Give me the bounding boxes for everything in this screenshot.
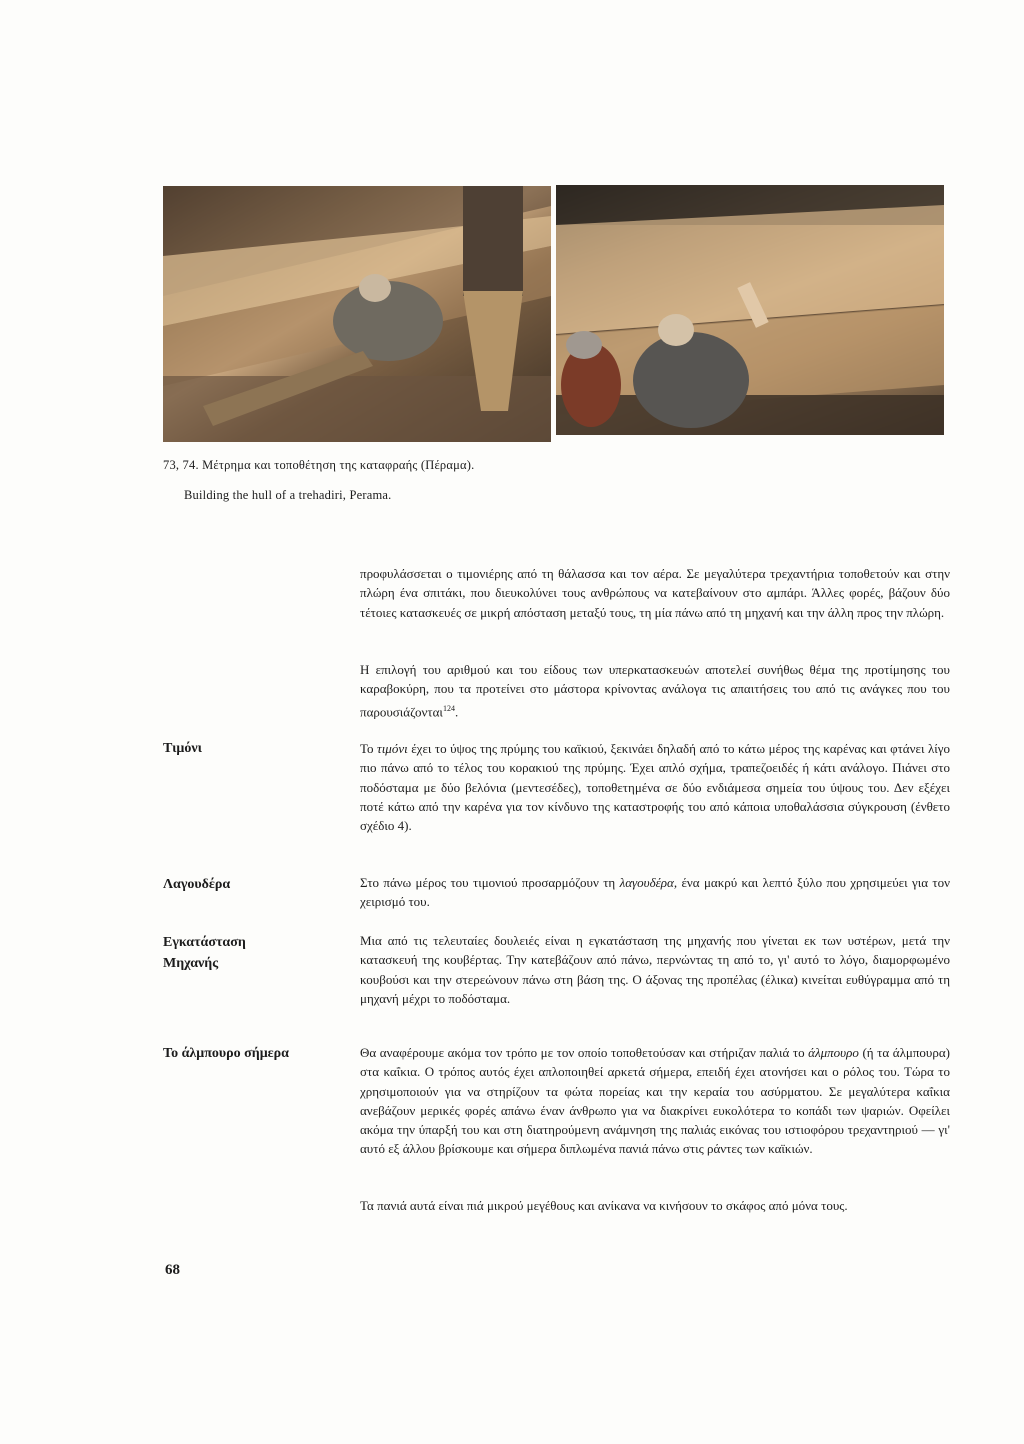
heading-timoni: Τιμόνι bbox=[163, 741, 202, 756]
paragraph-owner-choice bbox=[360, 660, 950, 721]
page-number: 68 bbox=[165, 1262, 180, 1278]
photo-left-illustration bbox=[163, 186, 551, 442]
lagoudera-rest: ένα μακρύ και λεπτό ξύλο που χρησιμεύει για τον χειρισμό του. bbox=[360, 875, 950, 910]
paragraph-superstructures: προφυλάσσεται ο τιμονιέρης από τη θάλασσα και τον αέρα. Σε μεγαλύτερα τρεχαντήρια τοποθετούν και στην πλώρη ένα σπιτάκι, που διευκολύνει τους ανθρώπους να κατεβαίνουν στο αμπάρι. Άλλες φορές, βάζουν δύο τέτοιες κατασκευές σε μικρή απόσταση μεταξύ τους, τη μία πάνω από τη μηχανή και την άλλη προς την πλώρη. bbox=[360, 566, 950, 620]
albouro-term: άλμπουρο bbox=[808, 1045, 859, 1060]
figure-caption-greek: 73, 74. Μέτρημα και τοποθέτηση της καταφραής (Πέραμα). bbox=[163, 458, 475, 472]
paragraph-lagoudera bbox=[360, 873, 950, 912]
timoni-term: τιμόνι bbox=[377, 741, 408, 756]
albouro-rest: (ή τα άλμπουρα) στα καΐκια. Ο τρόπος αυτός έχει απλοποιηθεί αρκετά σήμερα, επειδή έχει ατονήσει και ο ρόλος του. Τώρα το χρησιμοποιούν για να στηρίζουν τα φώτα πορείας και την κεραία του ασύρματου. Σε μεγαλύτερα καΐκια ανεβάζουν μερικές φορές απάνω έναν άνθρωπο για να διακρίνει ευκολότερα το κοπάδι των ψαριών. Οφείλει ακόμα την ύπαρξή του και στη διατηρούμενη ανάμνηση της παλιάς εικόνας του ιστιοφόρου τρεχαντηριού — γι' αυτό εξ άλλου βρίσκουμε και σήμερα διπλωμένα πανιά πάνω στις ράντες των καϊκιών. bbox=[360, 1045, 950, 1157]
footnote-ref: 124 bbox=[442, 703, 455, 713]
lagoudera-term: λαγουδέρα, bbox=[619, 875, 678, 890]
heading-albouro-today: Το άλμπουρο σήμερα bbox=[163, 1046, 289, 1061]
paragraph-sails: Τα πανιά αυτά είναι πιά μικρού μεγέθους και ανίκανα να κινήσουν το σκάφος από μόνα τους. bbox=[360, 1198, 848, 1213]
lagoudera-pre: Στο πάνω μέρος του τιμονιού προσαρμόζουν τη bbox=[360, 875, 620, 890]
paragraph-owner-choice-end: . bbox=[454, 703, 459, 719]
heading-engine-line2: Μηχανής bbox=[163, 956, 219, 971]
paragraph-engine: Μια από τις τελευταίες δουλειές είναι η εγκατάσταση της μηχανής που γίνεται εκ των υστέρων, μετά την κατασκευή της κουβέρτας. Την κατεβάζουν από πάνω, περνώντας τη από το, γι' αυτό το λόγο, διαμορφωμένο κουβούσι και την στερεώνουν πάνω στη βάση της. Ο άξονας της προπέλας (έλικα) κινείται ευθύγραμμα από τη μηχανή μέχρι το ποδόσταμα. bbox=[360, 933, 950, 1006]
heading-engine-line1: Εγκατάσταση bbox=[163, 935, 246, 950]
heading-engine-installation bbox=[163, 932, 333, 974]
figure-caption-english: Building the hull of a trehadiri, Perama. bbox=[184, 488, 392, 502]
photo-hull-measuring bbox=[163, 186, 551, 442]
albouro-pre: Θα αναφέρουμε ακόμα τον τρόπο με τον οποίο τοποθετούσαν και στήριζαν παλιά το bbox=[360, 1045, 809, 1060]
photo-right-illustration bbox=[556, 185, 944, 435]
timoni-rest: έχει το ύψος της πρύμης του καϊκιού, ξεκινάει δηλαδή από το κάτω μέρος της καρένας και φτάνει λίγο πιο πάνω από το τέλος του κορακιού της πρύμης. Έχει απλό σχήμα, τραπεζοειδές ή κάτι ανάλογο. Πιάνει στο ποδόσταμα με δύο βελόνια (μεντεσέδες), τοποθετημένα σε δύο ενδιάμεσα σημεία του ύψους του. Δεν εξέχει ποτέ κάτω από την καρένα για τον κίνδυνο της καταστροφής του από κάποια υποθαλάσσια σύγκρουση (ένθετο σχέδιο 4). bbox=[360, 741, 951, 834]
paragraph-owner-choice-text: Η επιλογή του αριθμού και του είδους των υπερκατασκευών αποτελεί συνήθως θέμα της προτίμησης του καραβοκύρη, που τα προτείνει στο μάστορα κρίνοντας ανάλογα τις απαιτήσεις του από τις ανάγκες που του παρουσιάζονται bbox=[360, 662, 950, 719]
heading-lagoudera: Λαγουδέρα bbox=[163, 877, 231, 892]
timoni-pre: Το bbox=[360, 741, 378, 756]
paragraph-timoni bbox=[360, 739, 950, 835]
paragraph-albouro bbox=[360, 1043, 950, 1159]
photo-hull-plank-fitting bbox=[556, 185, 944, 435]
